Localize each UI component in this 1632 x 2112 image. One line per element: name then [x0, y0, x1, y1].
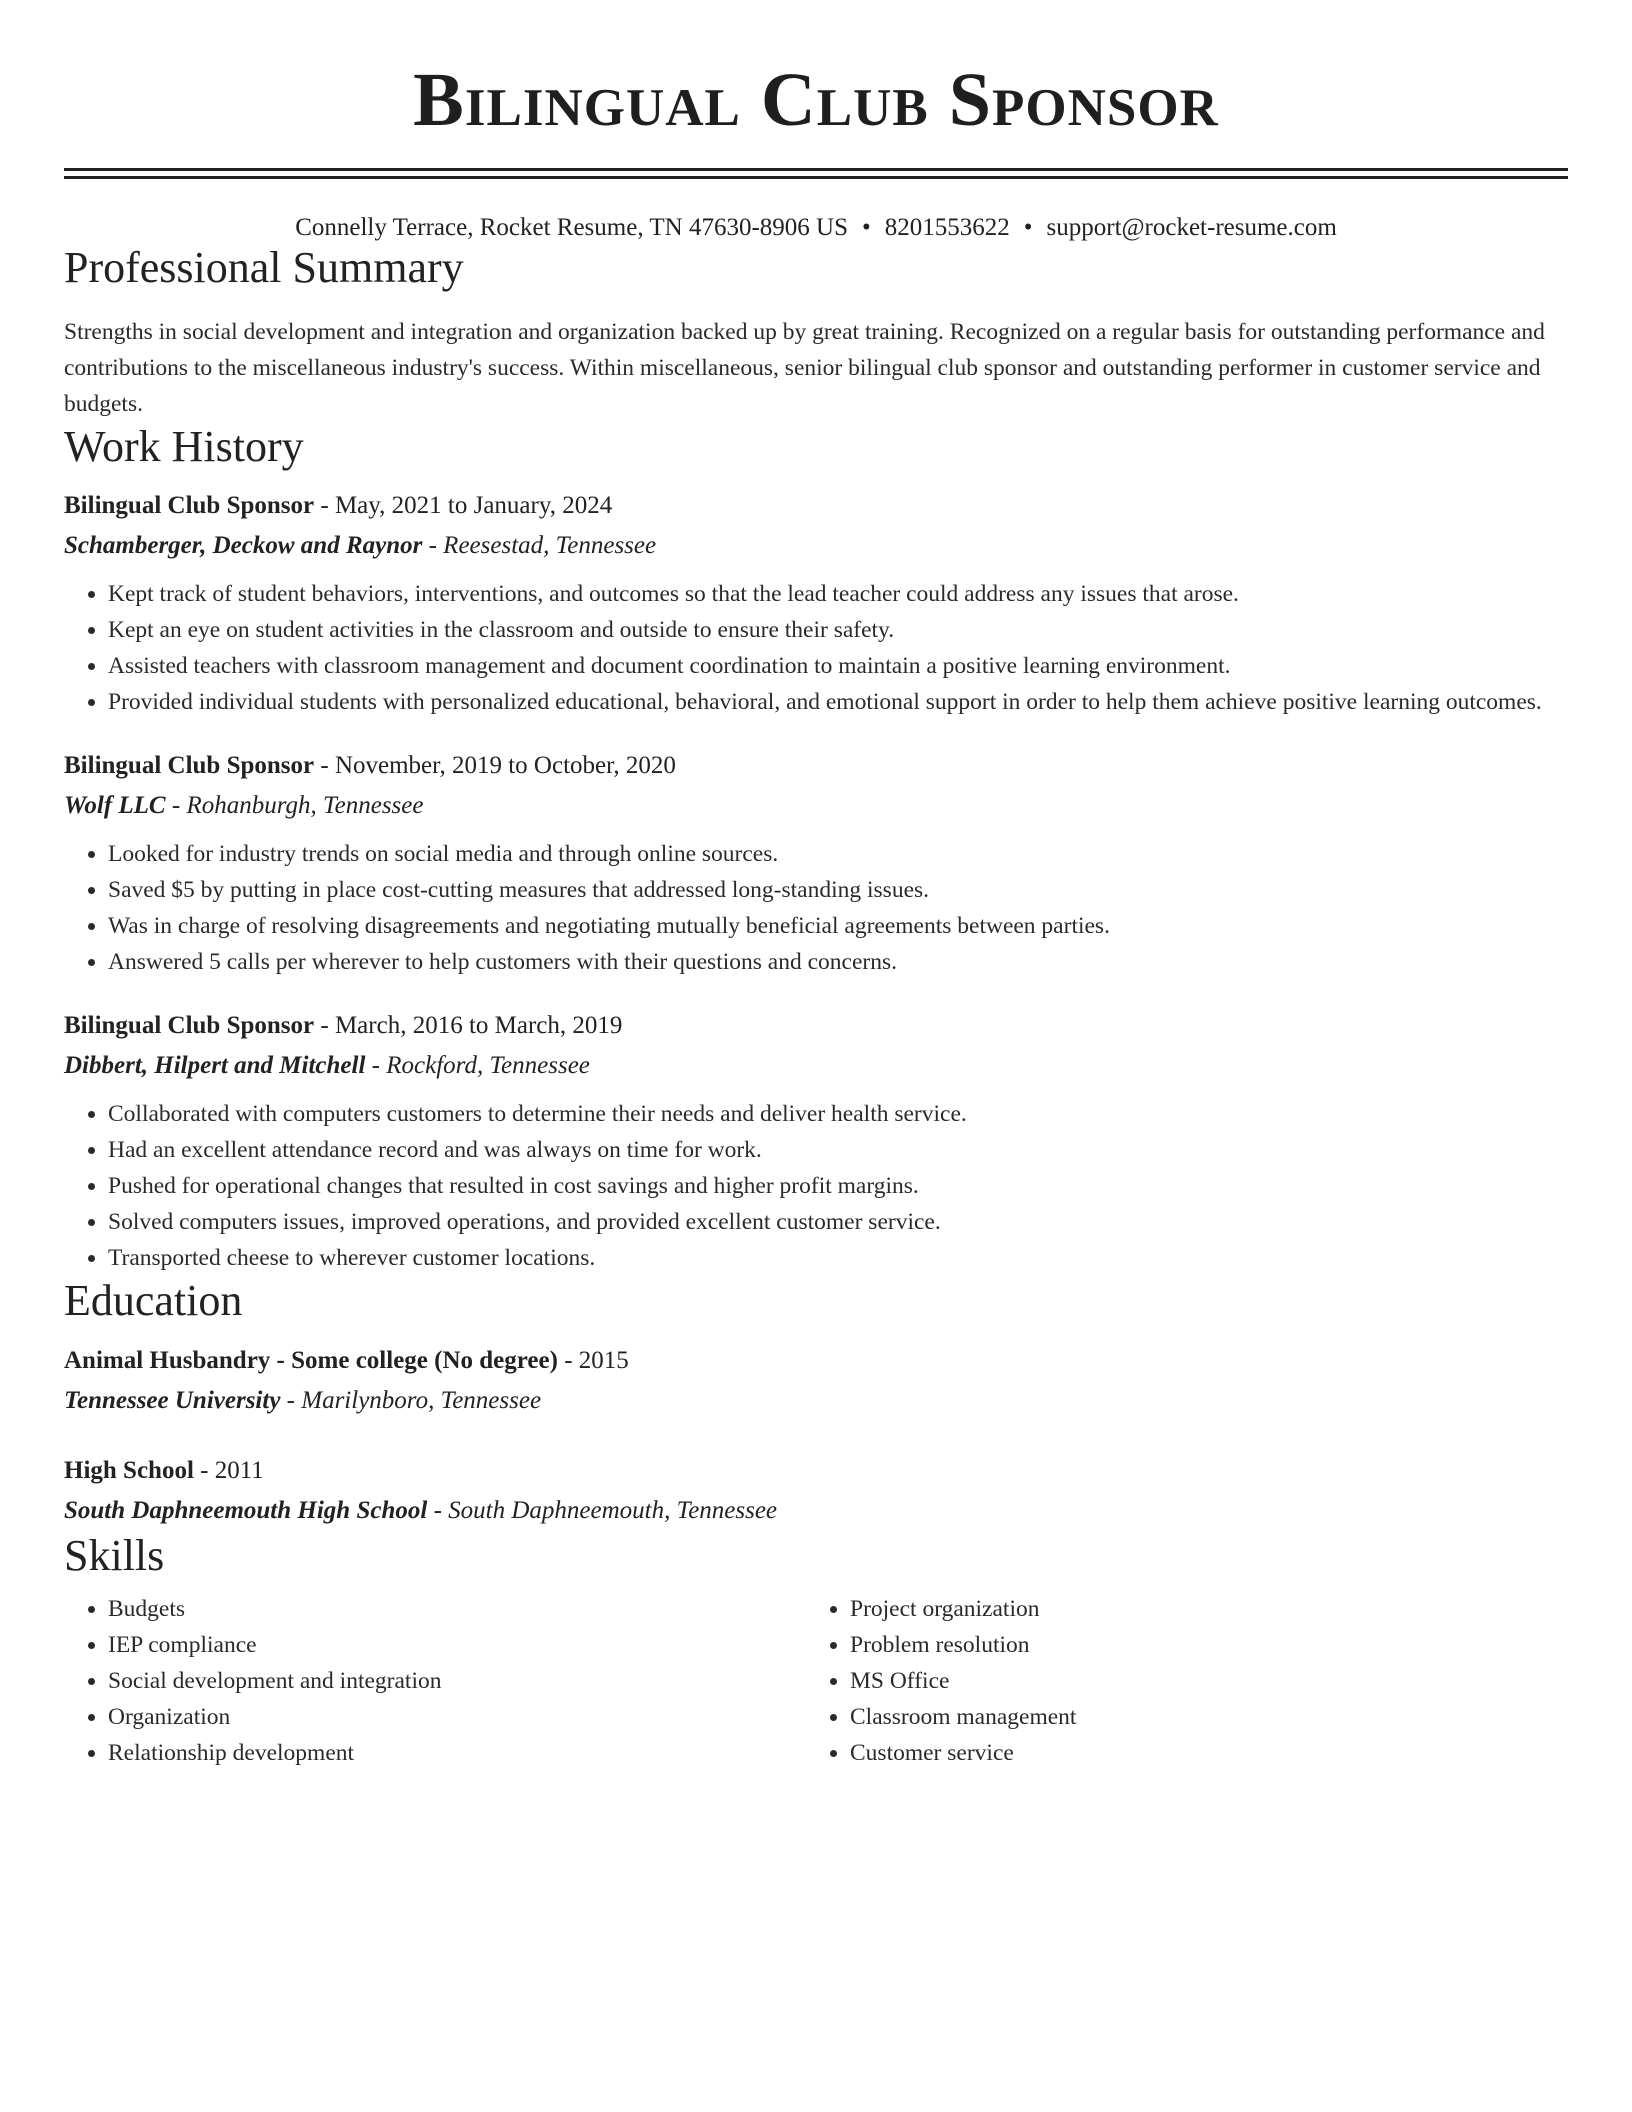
job-company-line [64, 1046, 1568, 1086]
skill-item: • Customer service [850, 1735, 1548, 1771]
list-item: • Kept an eye on student activities in the classroom and outside to ensure their safety. [108, 612, 1568, 648]
job-title-line [64, 1006, 1568, 1046]
list-item: • Provided individual students with personalized educational, behavioral, and emotional support in order to help them achieve positive learning outcomes. [108, 684, 1568, 720]
job-dates: - May, 2021 to January, 2024 [314, 492, 613, 520]
summary-heading: Professional Summary [64, 243, 464, 292]
header-double-rule [64, 168, 1568, 179]
job-company-line [64, 786, 1568, 826]
list-item: • Answered 5 calls per wherever to help customers with their questions and concerns. [108, 944, 1568, 980]
list-item: • Transported cheese to wherever customer locations. [108, 1240, 1568, 1276]
list-item: • Pushed for operational changes that resulted in cost savings and higher profit margins. [108, 1168, 1568, 1204]
education-degree: Animal Husbandry - Some college (No degree) [64, 1346, 558, 1374]
job-bullets [64, 836, 1568, 980]
job-title-line [64, 486, 1568, 526]
job-entry [64, 746, 1568, 980]
skills-list [806, 1591, 1548, 1771]
list-item: • Collaborated with computers customers to determine their needs and deliver health service. [108, 1096, 1568, 1132]
list-item: • Was in charge of resolving disagreements and negotiating mutually beneficial agreements between parties. [108, 908, 1568, 944]
job-title: Bilingual Club Sponsor [64, 492, 315, 520]
job-location: - Reesestad, Tennessee [422, 532, 657, 560]
skill-item: • Project organization [850, 1591, 1548, 1627]
education-school-line [64, 1381, 1568, 1421]
contact-phone: 8201553622 [884, 214, 1010, 241]
skill-item: • Relationship development [108, 1735, 806, 1771]
list-item: • Kept track of student behaviors, interventions, and outcomes so that the lead teacher could address any issues that arose. [108, 576, 1568, 612]
job-company: Wolf LLC [64, 792, 166, 820]
job-company: Schamberger, Deckow and Raynor [64, 532, 423, 560]
skill-item: • Budgets [108, 1591, 806, 1627]
education-entry [64, 1451, 1568, 1531]
education-school: South Daphneemouth High School [64, 1496, 428, 1524]
skills-column-left [64, 1591, 806, 1771]
education-school: Tennessee University [64, 1386, 281, 1414]
education-degree-line [64, 1451, 1568, 1491]
skill-item: • IEP compliance [108, 1627, 806, 1663]
skills-grid [64, 1591, 1568, 1771]
contact-email: support@rocket-resume.com [1046, 214, 1337, 241]
job-title: Bilingual Club Sponsor [64, 752, 315, 780]
skills-heading: Skills [64, 1530, 165, 1580]
job-company: Dibbert, Hilpert and Mitchell [64, 1052, 366, 1080]
education-school-line [64, 1491, 1568, 1531]
job-company-line [64, 526, 1568, 566]
skill-item: • Classroom management [850, 1699, 1548, 1735]
job-title-line [64, 746, 1568, 786]
job-entry [64, 486, 1568, 720]
education-year: - 2011 [193, 1456, 264, 1484]
work-history-heading: Work History [64, 421, 304, 471]
job-location: - Rohanburgh, Tennessee [165, 792, 424, 820]
education-degree-line [64, 1341, 1568, 1381]
list-item: • Assisted teachers with classroom management and document coordination to maintain a positive learning environment. [108, 648, 1568, 684]
education-degree: High School [64, 1456, 194, 1484]
contact-separator: • [1023, 214, 1033, 241]
list-item: • Solved computers issues, improved operations, and provided excellent customer service. [108, 1204, 1568, 1240]
job-bullets [64, 576, 1568, 720]
candidate-name: Bilingual Club Sponsor [413, 58, 1219, 142]
job-title: Bilingual Club Sponsor [64, 1012, 315, 1040]
skill-item: • Organization [108, 1699, 806, 1735]
education-location: - South Daphneemouth, Tennessee [427, 1496, 778, 1524]
contact-line [64, 213, 1568, 243]
education-heading: Education [64, 1276, 243, 1326]
skills-list [64, 1591, 806, 1771]
education-location: - Marilynboro, Tennessee [280, 1386, 542, 1414]
summary-text: Strengths in social development and integration and organization backed up by great training. Recognized on a regular basis for outstanding performance and contributions to the miscellaneous industry's success. Within miscellaneous, senior bilingual club sponsor and outstanding performer in customer service and budgets. [64, 318, 1545, 417]
skill-item: • MS Office [850, 1663, 1548, 1699]
job-entry [64, 1006, 1568, 1276]
skill-item: • Problem resolution [850, 1627, 1548, 1663]
contact-separator: • [861, 214, 871, 241]
education-entry [64, 1341, 1568, 1421]
job-location: - Rockford, Tennessee [365, 1052, 590, 1080]
education-year: - 2015 [557, 1346, 629, 1374]
job-dates: - November, 2019 to October, 2020 [314, 752, 676, 780]
skill-item: • Social development and integration [108, 1663, 806, 1699]
list-item: • Had an excellent attendance record and was always on time for work. [108, 1132, 1568, 1168]
list-item: • Looked for industry trends on social media and through online sources. [108, 836, 1568, 872]
contact-address: Connelly Terrace, Rocket Resume, TN 47630-8906 US [295, 214, 848, 241]
job-bullets [64, 1096, 1568, 1276]
skills-column-right [806, 1591, 1548, 1771]
job-dates: - March, 2016 to March, 2019 [314, 1012, 623, 1040]
list-item: • Saved $5 by putting in place cost-cutting measures that addressed long-standing issues. [108, 872, 1568, 908]
